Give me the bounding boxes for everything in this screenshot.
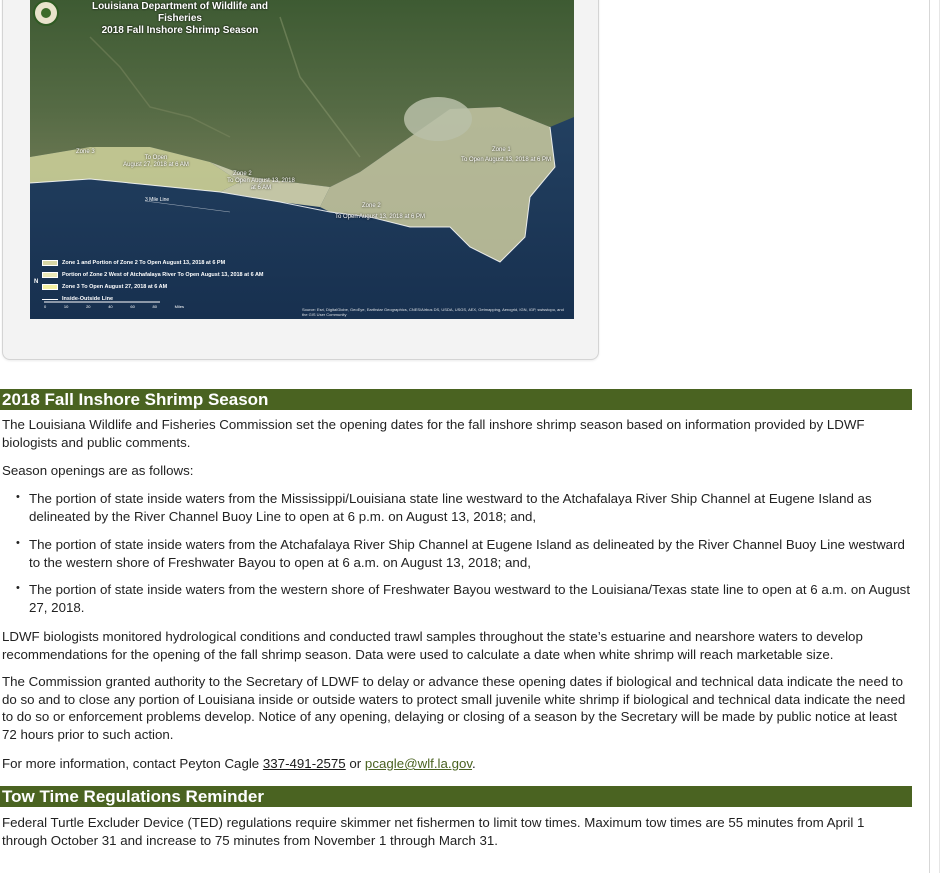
legend-swatch: [42, 260, 58, 266]
phone-link[interactable]: 337-491-2575: [262, 756, 346, 771]
zone3-open-label: To Open August 27, 2018 at 6 AM: [123, 155, 189, 168]
north-arrow-icon: N: [34, 279, 39, 285]
zone1-open-label: To Open August 13, 2018 at 6 PM: [460, 157, 552, 163]
map-title-line1: Louisiana Department of Wildlife and Fisheries: [91, 1, 269, 24]
section-heading-shrimp-season: 2018 Fall Inshore Shrimp Season: [0, 389, 912, 410]
scale-tick: 40: [108, 304, 113, 309]
legend-item: [42, 281, 264, 293]
scale-tick: 80: [152, 304, 157, 309]
legend-item: [42, 269, 264, 281]
scale-tick: 20: [86, 304, 91, 309]
line-swatch: [42, 299, 58, 300]
section-heading-tow-time: Tow Time Regulations Reminder: [0, 786, 912, 807]
zone2b-open-label: To Open August 13, 2018 at 6 PM: [334, 214, 426, 220]
scale-bar: [44, 304, 184, 309]
zone2b-label: Zone 2: [362, 203, 381, 209]
legend-label: Zone 1 and Portion of Zone 2 To Open August 13, 2018 at 6 PM: [62, 260, 226, 266]
map-title: [70, 1, 290, 37]
legend-item: [42, 257, 264, 269]
scale-tick: 60: [130, 304, 135, 309]
lake-pontchartrain: [404, 97, 472, 141]
bullet-item: The portion of state inside waters from the western shore of Freshwater Bayou westward to the Louisiana/Texas state line to open at 6 a.m. on August 27, 2018.: [29, 582, 911, 615]
contact-prefix: For more information, contact Peyton Cagle: [2, 756, 263, 771]
email-link[interactable]: pcagle@wlf.la.gov: [364, 756, 473, 771]
zone1-label: Zone 1: [492, 147, 511, 153]
tow-time-paragraph: Federal Turtle Excluder Device (TED) regulations require skimmer net fishermen to limit tow times. Maximum tow times are 55 minutes from April 1 through October 31 and increase to 75 minutes from November 1 through March 31.: [2, 815, 865, 848]
zone2-open-label: To Open August 13, 2018 at 6 AM: [227, 178, 295, 191]
monitoring-paragraph: LDWF biologists monitored hydrological conditions and conducted trawl samples throughout the state’s estuarine and nearshore waters to develop recommendations for the opening of the fall shrimp season. Data were used to calculate a date when white shrimp will reach marketable size.: [2, 629, 863, 662]
bullet-dot: •: [16, 537, 20, 549]
contact-suffix: .: [472, 756, 476, 771]
scrollbar-edge: [939, 0, 940, 873]
authority-paragraph: The Commission granted authority to the Secretary of LDWF to delay or advance these opening dates if biological and technical data indicate the need to do so and to close any portion of Louisiana inside or outside waters to protect small juvenile white shrimp if biological and technical data indicate the need to do so or enforcement problems develop. Notice of any opening, delaying or closing of a season by the Secretary will be made by public notice at least 72 hours prior to such action.: [2, 674, 906, 742]
zone2-label: Zone 2: [233, 171, 252, 177]
contact-paragraph: [2, 755, 912, 773]
line-legend-label: Inside-Outside Line: [62, 296, 114, 302]
legend-label: Portion of Zone 2 West of Atchafalaya River To Open August 13, 2018 at 6 AM: [62, 272, 264, 278]
bullet-dot: •: [16, 491, 20, 503]
bullet-item: The portion of state inside waters from the Mississippi/Louisiana state line westward to the Atchafalaya River Ship Channel at Eugene Island as delineated by the River Channel Buoy Line to open at 6 p.m. on August 13, 2018; and,: [29, 491, 872, 524]
ldwf-logo-icon: [33, 0, 59, 26]
legend-swatch: [42, 284, 58, 290]
map-title-line2: 2018 Fall Inshore Shrimp Season: [101, 25, 259, 36]
scale-tick: 0: [44, 304, 47, 309]
legend-swatch: [42, 272, 58, 278]
bullet-dot: •: [16, 582, 20, 594]
intro-paragraph: The Louisiana Wildlife and Fisheries Commission set the opening dates for the fall inshore shrimp season based on information provided by LDWF biologists and public comments.: [2, 417, 865, 450]
zone3-label: Zone 3: [76, 149, 95, 155]
map-card: [2, 0, 599, 360]
shrimp-season-map[interactable]: [30, 0, 574, 319]
three-mile-label: 3 Mile Line: [145, 197, 170, 203]
legend-label: Zone 3 To Open August 27, 2018 at 6 AM: [62, 284, 168, 290]
contact-or: or: [345, 756, 365, 771]
right-divider: [929, 0, 930, 873]
map-legend: [42, 257, 264, 305]
map-attribution: Source: Esri, DigitalGlobe, GeoEye, Earthstar Geographics, CNES/Airbus DS, USDA, USGS, AEX, Getmapping, Aerogrid, IGN, IGP, swisstopo, and the GIS User Community: [302, 307, 564, 317]
bullet-item: The portion of state inside waters from the Atchafalaya River Ship Channel at Eugene Island as delineated by the River Channel Buoy Line westward to the western shore of Freshwater Bayou to open at 6 a.m. on August 13, 2018; and,: [29, 537, 905, 570]
scale-tick: 10: [63, 304, 69, 309]
scale-unit: Miles: [174, 304, 184, 309]
openings-intro: Season openings are as follows:: [2, 463, 194, 478]
